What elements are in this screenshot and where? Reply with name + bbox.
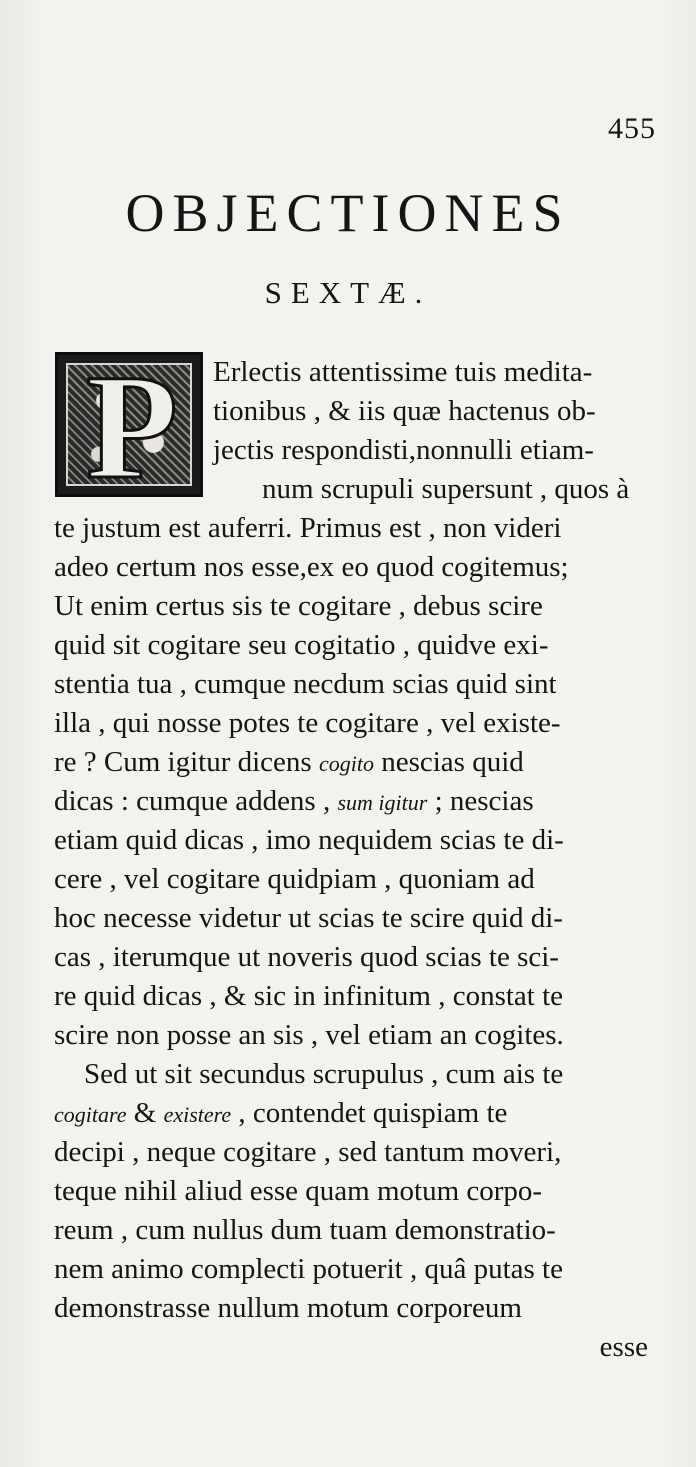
initial-letter: P (86, 352, 178, 497)
text-line: stentia tua , cumque necdum scias quid sint (54, 668, 557, 700)
italic-term: cogitare (54, 1102, 127, 1127)
text-line: Erlectis attentissime tuis medita- (213, 356, 593, 388)
text-line: teque nihil aliud esse quam motum corpo- (54, 1175, 543, 1207)
page-subtitle: SEXTÆ. (264, 275, 432, 310)
page-number: 455 (608, 112, 656, 145)
text-line: scire non posse an sis , vel etiam an cogites. (54, 1019, 564, 1051)
italic-term: existere (163, 1102, 232, 1127)
text-line: hoc necesse videtur ut scias te scire quid di- (54, 902, 563, 934)
text-line: num scrupuli supersunt , quos à (262, 473, 630, 505)
text-line: jectis respondisti,nonnulli etiam- (213, 434, 594, 466)
text-segment: nescias quid (373, 746, 524, 778)
text-line: tionibus , & iis quæ hactenus ob- (213, 395, 596, 427)
text-segment: re ? Cum igitur dicens (54, 746, 319, 778)
text-segment: dicas : cumque addens , (54, 785, 338, 817)
text-line: Ut enim certus sis te cogitare , debus scire (54, 590, 543, 622)
page-title: OBJECTIONES (125, 183, 571, 243)
text-line: decipi , neque cogitare , sed tantum moveri, (54, 1136, 562, 1168)
text-line: Sed ut sit secundus scrupulus , cum ais te (84, 1058, 564, 1090)
text-line: etiam quid dicas , imo nequidem scias te di- (54, 824, 564, 856)
italic-term: cogito (318, 751, 374, 776)
decorated-initial (55, 352, 203, 497)
text-line: illa , qui nosse potes te cogitare , vel existe- (54, 707, 561, 739)
text-line: cere , vel cogitare quidpiam , quoniam ad (54, 863, 535, 895)
text-line: nem animo complecti potuerit , quâ putas te (54, 1253, 563, 1285)
text-segment: ; nescias (427, 785, 534, 817)
text-line: te justum est auferri. Primus est , non videri (54, 512, 562, 544)
text-line: cas , iterumque ut noveris quod scias te sci- (54, 941, 559, 973)
italic-term: sum igitur (337, 790, 428, 815)
text-line: demonstrasse nullum motum corporeum (54, 1292, 522, 1324)
catchword: esse (599, 1331, 648, 1363)
text-line (54, 1094, 507, 1134)
text-line (54, 782, 534, 822)
text-segment: , contendet quispiam te (231, 1097, 508, 1129)
text-segment: & (126, 1097, 164, 1129)
text-line: quid sit cogitare seu cogitatio , quidve exi- (54, 629, 549, 661)
text-line: re quid dicas , & sic in infinitum , constat te (54, 980, 564, 1012)
text-line (54, 743, 524, 783)
text-line: reum , cum nullus dum tuam demonstratio- (54, 1214, 556, 1246)
text-line: adeo certum nos esse,ex eo quod cogitemus; (54, 551, 569, 583)
